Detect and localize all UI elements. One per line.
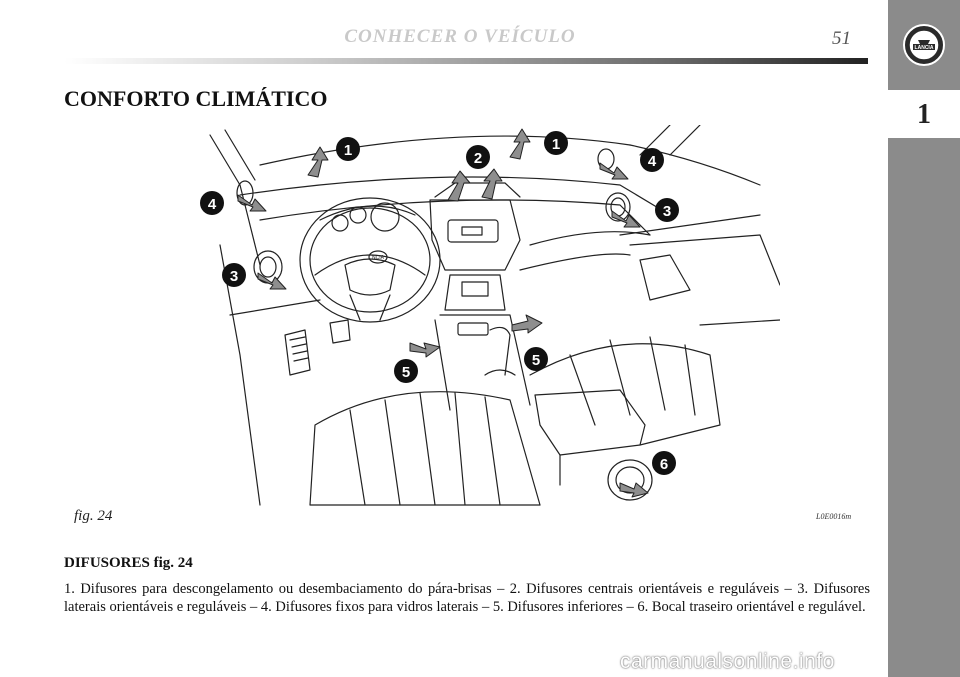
svg-text:6: 6 xyxy=(659,456,669,473)
airflow-arrow xyxy=(600,163,628,179)
svg-text:2: 2 xyxy=(473,150,483,167)
callout-4a xyxy=(200,191,224,215)
figure-code: L0E0016m xyxy=(816,512,852,521)
svg-text:5: 5 xyxy=(531,352,541,369)
svg-text:5: 5 xyxy=(401,364,411,381)
svg-text:4: 4 xyxy=(647,153,657,170)
callout-1b xyxy=(544,131,568,155)
airflow-arrow xyxy=(612,211,640,227)
airflow-arrow xyxy=(410,343,440,357)
chapter-number: 1 xyxy=(888,92,960,138)
airflow-arrow xyxy=(482,169,502,199)
callout-1a xyxy=(336,137,360,161)
svg-text:3: 3 xyxy=(662,203,672,220)
figure-caption: fig. 24 xyxy=(74,508,113,524)
callout-5b xyxy=(524,347,548,371)
car-interior-figure xyxy=(200,125,780,510)
diffusers-subheading: DIFUSORES fig. 24 xyxy=(64,555,193,571)
airflow-arrow xyxy=(510,129,530,159)
watermark: carmanualsonline.info xyxy=(620,650,835,673)
running-header-title: CONHECER O VEÍCULO xyxy=(344,26,576,47)
header-rule xyxy=(64,58,868,64)
callout-5a xyxy=(394,359,418,383)
lancia-logo xyxy=(888,0,960,90)
svg-text:1: 1 xyxy=(343,142,353,159)
lancia-shield-icon xyxy=(888,0,960,90)
wheel-badge-text: NCIA xyxy=(372,255,384,261)
logo-text: LANCIA xyxy=(914,45,934,51)
callout-3b xyxy=(655,198,679,222)
callout-2 xyxy=(466,145,490,169)
page-number: 51 xyxy=(832,28,851,49)
callout-6 xyxy=(652,451,676,475)
section-title: CONFORTO CLIMÁTICO xyxy=(64,86,328,111)
chapter-side-tab xyxy=(888,0,960,677)
diffusers-description: 1. Difusores para descongelamento ou desembaciamento do pára-brisas – 2. Difusores centrais orientáveis e reguláveis – 3. Difusores laterais orientáveis e reguláveis – 4. Difusores fixos para vidros laterais – 5. Difusores inferiores – 6. Bocal traseiro orientável e regulável. xyxy=(64,581,870,615)
svg-text:3: 3 xyxy=(229,268,239,285)
callout-3a xyxy=(222,263,246,287)
callout-4b xyxy=(640,148,664,172)
airflow-arrow xyxy=(512,315,542,333)
svg-text:4: 4 xyxy=(207,196,217,213)
svg-text:1: 1 xyxy=(551,136,561,153)
